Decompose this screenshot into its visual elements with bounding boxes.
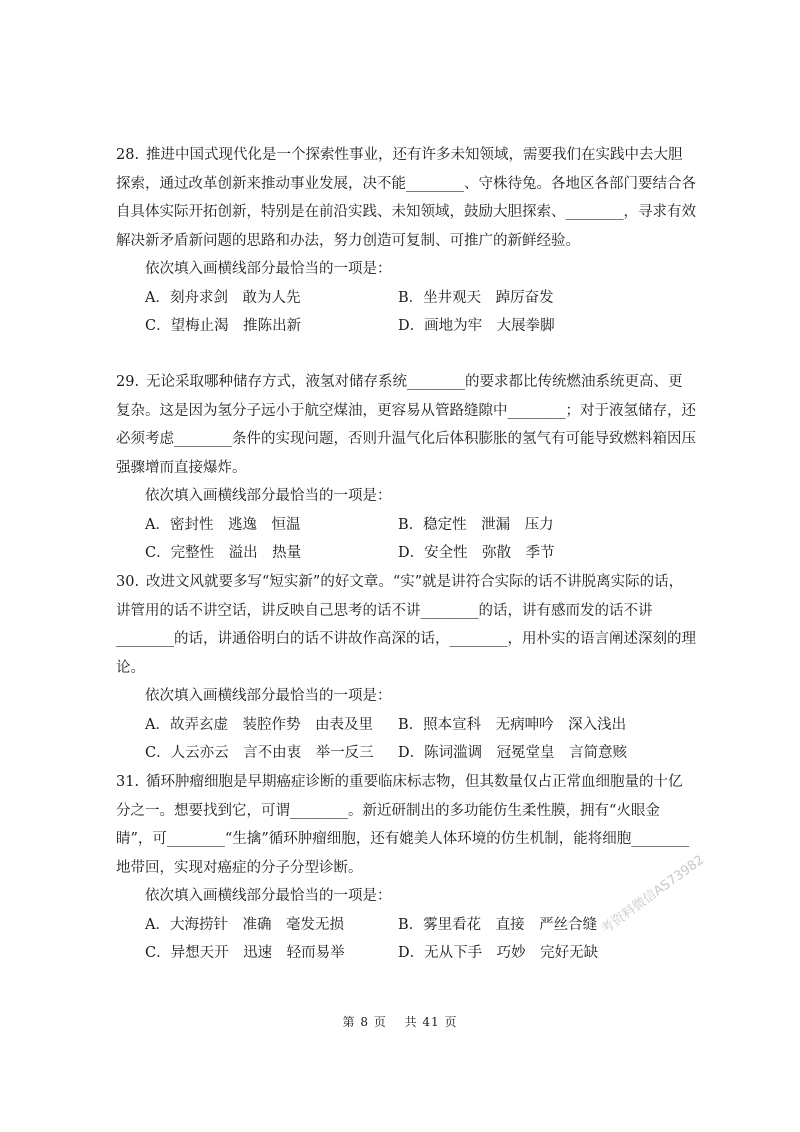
question-28 xyxy=(116,141,696,341)
stem-text: 改进文风就要多写“短实新”的好文章。“实”就是讲符合实际的话不讲脱离实际的话，讲管用的话不讲空话，讲反映自己思考的话不讲________的话，讲有感而发的话不讲________的话，讲通俗明白的话不讲故作高深的话，________，用朴实的语言阐述深刻的理论。 xyxy=(116,574,696,676)
question-number: 30. xyxy=(116,574,140,590)
option-d[interactable]: D．陈词滥调 冠冕堂皇 言简意赅 xyxy=(398,745,628,761)
option-b[interactable]: B．坐井观天 踔厉奋发 xyxy=(398,289,554,306)
question-number: 31. xyxy=(116,774,140,790)
question-prompt: 依次填入画横线部分最恰当的一项是： xyxy=(145,888,392,904)
option-c[interactable]: C．异想天开 迅速 轻而易举 xyxy=(145,945,345,961)
option-a[interactable]: A．故弄玄虚 装腔作势 由表及里 xyxy=(145,716,373,733)
option-d[interactable]: D．无从下手 巧妙 完好无缺 xyxy=(398,945,599,961)
option-a[interactable]: A．大海捞针 准确 毫发无损 xyxy=(145,916,344,933)
question-stem xyxy=(116,568,696,682)
question-prompt: 依次填入画横线部分最恰当的一项是： xyxy=(145,261,392,277)
question-number: 29. xyxy=(116,374,140,390)
options xyxy=(145,711,696,768)
question-stem xyxy=(116,368,696,482)
question-prompt: 依次填入画横线部分最恰当的一项是： xyxy=(145,488,392,504)
stem-text: 推进中国式现代化是一个探索性事业，还有许多未知领域，需要我们在实践中去大胆探索，通过改革创新来推动事业发展，决不能________、守株待兔。各地区各部门要结合各自具体实际开拓创新，特别是在前沿实践、未知领域，鼓励大胆探索、________，寻求有效解决新矛盾新问题的思路和办法，努力创造可复制、可推广的新鲜经验。 xyxy=(116,147,696,249)
stem-text: 循环肿瘤细胞是早期癌症诊断的重要临床标志物，但其数量仅占正常血细胞量的十亿分之一。想要找到它，可谓________。新近研制出的多功能仿生柔性膜，拥有“火眼金睛”，可________“生擒”循环肿瘤细胞，还有媲美人体环境的仿生机制，能将细胞________地带回，实现对癌症的分子分型诊断。 xyxy=(116,774,690,876)
question-30 xyxy=(116,568,696,768)
option-b[interactable]: B．稳定性 泄漏 压力 xyxy=(398,516,554,533)
question-stem xyxy=(116,768,696,882)
option-a[interactable]: A．密封性 逃逸 恒温 xyxy=(145,516,301,533)
question-31 xyxy=(116,768,696,968)
watermark: 考资料微信AS73982 xyxy=(598,852,708,938)
option-b[interactable]: B．雾里看花 直接 严丝合缝 xyxy=(398,916,598,933)
option-b[interactable]: B．照本宣科 无病呻吟 深入浅出 xyxy=(398,716,627,733)
stem-text: 无论采取哪种储存方式，液氢对储存系统________的要求都比传统燃油系统更高、更复杂。这是因为氢分子远小于航空煤油，更容易从管路缝隙中________；对于液氢储存，还必须考虑________条件的实现问题，否则升温气化后体积膨胀的氢气有可能导致燃料箱因压强骤增而直接爆炸。 xyxy=(116,374,696,476)
page-footer: 第 8 页 共 41 页 xyxy=(342,1015,458,1029)
options xyxy=(145,511,696,568)
option-a[interactable]: A．刻舟求剑 敢为人先 xyxy=(145,289,301,306)
option-d[interactable]: D．安全性 弥散 季节 xyxy=(398,545,555,561)
option-d[interactable]: D．画地为牢 大展拳脚 xyxy=(398,318,555,334)
option-c[interactable]: C．望梅止渴 推陈出新 xyxy=(145,318,302,334)
options xyxy=(145,284,696,341)
question-prompt: 依次填入画横线部分最恰当的一项是： xyxy=(145,688,392,704)
question-number: 28. xyxy=(116,147,140,163)
option-c[interactable]: C．人云亦云 言不由衷 举一反三 xyxy=(145,745,374,761)
question-stem xyxy=(116,141,696,255)
option-c[interactable]: C．完整性 溢出 热量 xyxy=(145,545,302,561)
question-29 xyxy=(116,368,696,568)
